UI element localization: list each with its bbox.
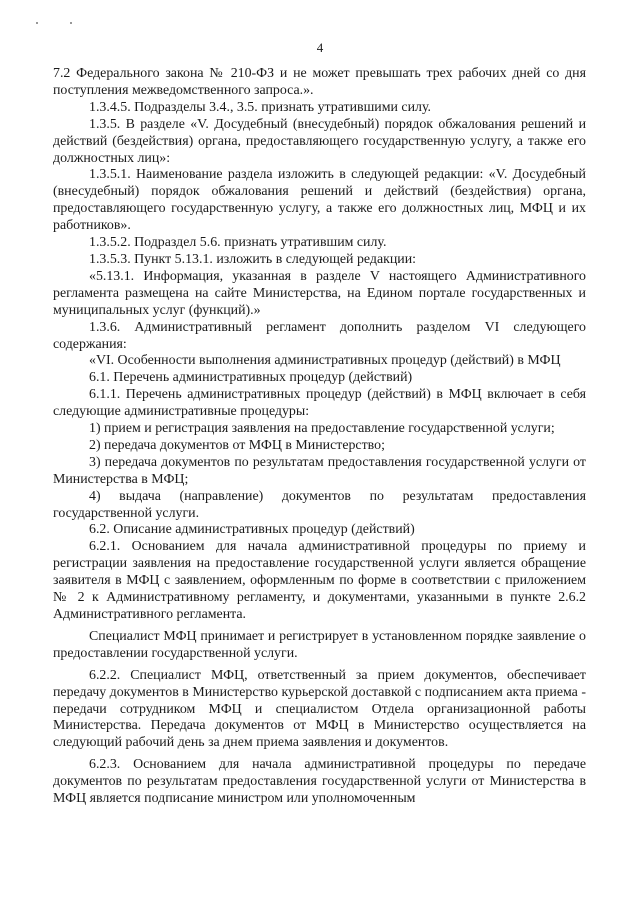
- list-item: 3) передача документов по результатам предоставления государственной услуги от Министерства в МФЦ;: [53, 454, 586, 487]
- paragraph: 1.3.5.1. Наименование раздела изложить в следующей редакции: «V. Досудебный (внесудебный) порядок обжалования решений и действий (бездействия) органа, предоставляющего государственную услугу, а также его должностных лиц, МФЦ и их работников».: [53, 167, 586, 234]
- paragraph: 6.2.2. Специалист МФЦ, ответственный за прием документов, обеспечивает передачу документов в Министерство курьерской доставкой с подписанием акта приема - передачи сотрудником МФЦ и специалистом Отдела организационной работы Министерства. Передача документов от МФЦ в Министерство осуществляется на следующий рабочий день за днем приема заявления и документов.: [53, 667, 586, 751]
- list-item: 1) прием и регистрация заявления на предоставление государственной услуги;: [89, 421, 555, 437]
- paragraph: «5.13.1. Информация, указанная в разделе V настоящего Административного регламента размещена на сайте Министерства, на Едином портале государственных и муниципальных услуг (функций).»: [53, 268, 586, 318]
- subsection-heading: 6.1. Перечень административных процедур (действий): [89, 370, 413, 386]
- paragraph: 1.3.5. В разделе «V. Досудебный (внесудебный) порядок обжалования решений и действий (бездействия) органа, предоставляющего государственную услугу, а также его должностных лиц»:: [53, 116, 586, 166]
- scan-speck: [70, 22, 72, 24]
- paragraph: 6.2.3. Основанием для начала административной процедуры по передаче документов по результатам предоставления государственной услуги от Министерства в МФЦ является подписание министром или уполномоченным: [53, 757, 586, 807]
- paragraph: 1.3.5.2. Подраздел 5.6. признать утратившим силу.: [89, 235, 387, 251]
- paragraph: 6.1.1. Перечень административных процедур (действий) в МФЦ включает в себя следующие административные процедуры:: [53, 387, 586, 420]
- section-heading: «VI. Особенности выполнения административных процедур (действий) в МФЦ: [89, 353, 561, 369]
- paragraph: 7.2 Федерального закона № 210-ФЗ и не может превышать трех рабочих дней со дня поступления межведомственного запроса.».: [53, 66, 586, 98]
- paragraph: 6.2.1. Основанием для начала административной процедуры по приему и регистрации заявления на предоставление государственной услуги является обращение заявителя в МФЦ с заявлением, оформленным по форме в соответствии с приложением № 2 к Административному регламенту, и документами, указанными в пункте 2.6.2 Административного регламента.: [53, 539, 586, 622]
- document-body: [53, 66, 586, 808]
- paragraph: Специалист МФЦ принимает и регистрирует в установленном порядке заявление о предоставлении государственной услуги.: [53, 628, 586, 661]
- page-number: 4: [316, 40, 324, 55]
- subsection-heading: 6.2. Описание административных процедур (действий): [89, 522, 415, 538]
- paragraph: 1.3.4.5. Подразделы 3.4., 3.5. признать утратившими силу.: [89, 99, 431, 115]
- scan-speck: [36, 22, 38, 24]
- paragraph: 1.3.5.3. Пункт 5.13.1. изложить в следующей редакции:: [89, 251, 417, 267]
- list-item: 4) выдача (направление) документов по результатам предоставления государственной услуги.: [53, 488, 586, 521]
- list-item: 2) передача документов от МФЦ в Министерство;: [89, 437, 385, 453]
- paragraph: 1.3.6. Административный регламент дополнить разделом VI следующего содержания:: [53, 319, 586, 352]
